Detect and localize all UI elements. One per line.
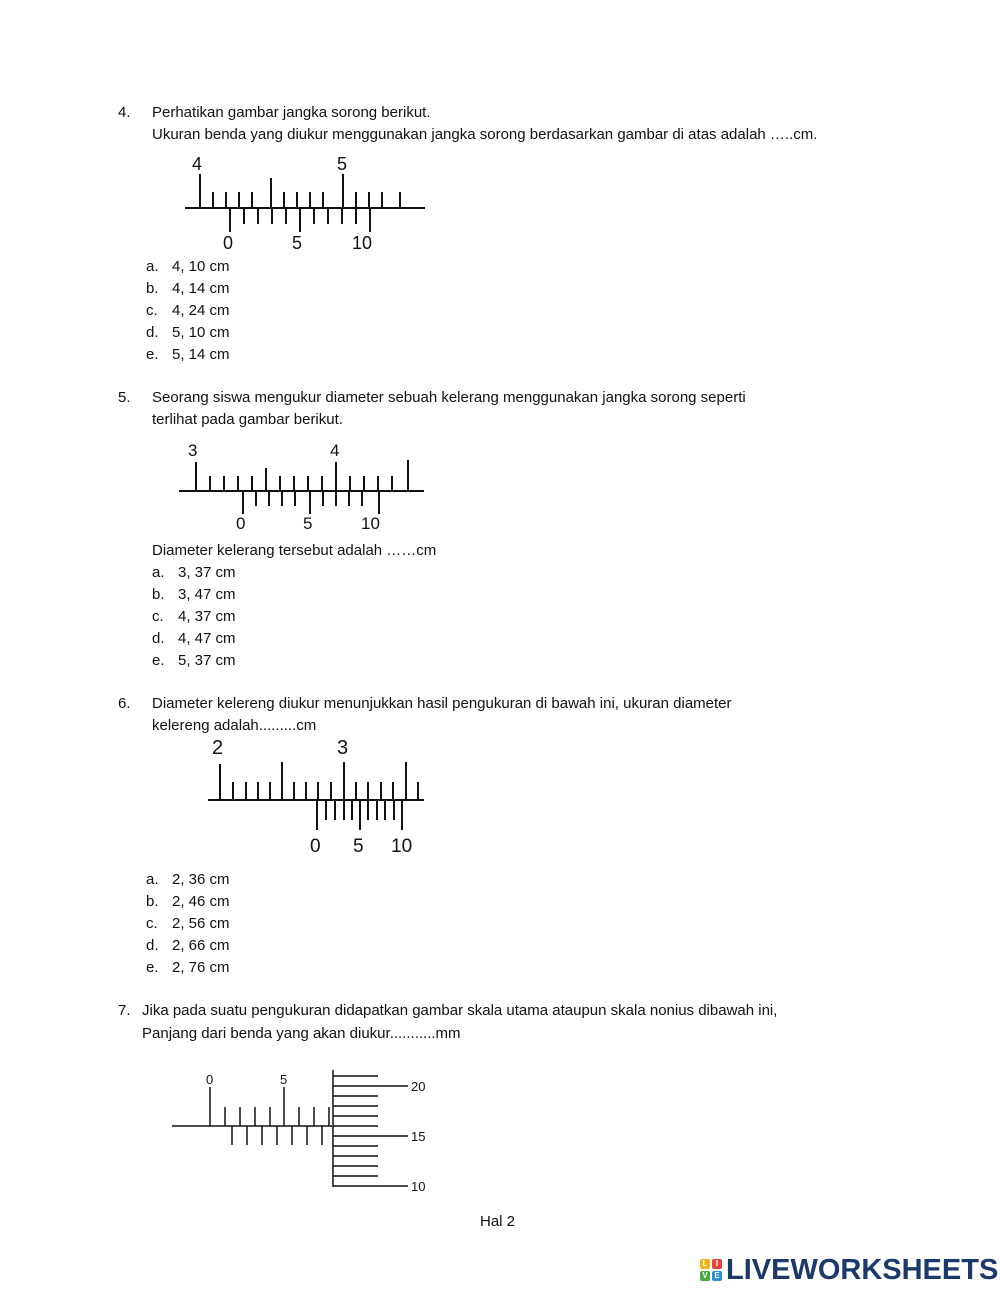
- liveworksheets-logo[interactable]: [700, 1254, 998, 1286]
- q4-option-c[interactable]: c. 4, 24 cm: [146, 302, 230, 319]
- q4-vernier-figure: [180, 150, 430, 255]
- q6-option-c[interactable]: c. 2, 56 cm: [146, 915, 230, 932]
- q4-option-a[interactable]: a. 4, 10 cm: [146, 258, 230, 275]
- q5-line2: terlihat pada gambar berikut.: [152, 411, 343, 428]
- q7-sleeve-label-5: 5: [280, 1072, 288, 1087]
- logo-mark-l: L: [700, 1259, 710, 1269]
- q7-number: 7.: [118, 1002, 131, 1019]
- q4-vernier-label-5: 5: [292, 233, 303, 253]
- q5-option-b[interactable]: b. 3, 47 cm: [152, 586, 236, 603]
- q5-vernier-figure: [176, 438, 431, 533]
- q5-question: Diameter kelerang tersebut adalah ……cm: [152, 542, 437, 559]
- q7-thimble-label-15: 15: [411, 1129, 426, 1144]
- q4-line2: Ukuran benda yang diukur menggunakan jangka sorong berdasarkan gambar di atas adalah …..cm.: [152, 126, 818, 143]
- page-number: Hal 2: [480, 1213, 516, 1230]
- logo-wordmark: LIVEWORKSHEETS: [726, 1253, 999, 1286]
- q5-option-e[interactable]: e. 5, 37 cm: [152, 652, 236, 669]
- q6-number: 6.: [118, 695, 131, 712]
- q5-option-d[interactable]: d. 4, 47 cm: [152, 630, 236, 647]
- q4-vernier-label-10: 10: [352, 233, 373, 253]
- q6-main-label-left: 2: [212, 737, 224, 759]
- q6-line1: Diameter kelereng diukur menunjukkan hasil pengukuran di bawah ini, ukuran diameter: [152, 695, 732, 712]
- q4-option-e[interactable]: e. 5, 14 cm: [146, 346, 230, 363]
- q6-option-b[interactable]: b. 2, 46 cm: [146, 893, 230, 910]
- q6-vernier-label-10: 10: [391, 836, 413, 857]
- q6-option-a[interactable]: a. 2, 36 cm: [146, 871, 230, 888]
- q7-line1: Jika pada suatu pengukuran didapatkan gambar skala utama ataupun skala nonius dibawah ini,: [142, 1002, 778, 1019]
- q6-vernier-label-0: 0: [310, 836, 321, 857]
- q5-number: 5.: [118, 389, 131, 406]
- q5-main-label-left: 3: [188, 441, 198, 460]
- q6-line2: kelereng adalah.........cm: [152, 717, 317, 734]
- q5-option-a[interactable]: a. 3, 37 cm: [152, 564, 236, 581]
- logo-mark-i: I: [712, 1259, 722, 1269]
- q5-main-label-right: 4: [330, 441, 340, 460]
- q7-sleeve-label-0: 0: [206, 1072, 214, 1087]
- q7-line2: Panjang dari benda yang akan diukur...........mm: [142, 1025, 461, 1042]
- q5-vernier-label-5: 5: [303, 514, 313, 533]
- q7-thimble-label-10: 10: [411, 1179, 426, 1194]
- q6-option-e[interactable]: e. 2, 76 cm: [146, 959, 230, 976]
- logo-mark-e: E: [712, 1271, 722, 1281]
- q4-option-b[interactable]: b. 4, 14 cm: [146, 280, 230, 297]
- q5-vernier-label-10: 10: [361, 514, 380, 533]
- q7-thimble-label-20: 20: [411, 1079, 426, 1094]
- q4-option-d[interactable]: d. 5, 10 cm: [146, 324, 230, 341]
- q6-main-label-right: 3: [337, 737, 349, 759]
- q4-line1: Perhatikan gambar jangka sorong berikut.: [152, 104, 431, 121]
- q6-vernier-label-5: 5: [353, 836, 364, 857]
- q4-vernier-label-0: 0: [223, 233, 234, 253]
- q5-line1: Seorang siswa mengukur diameter sebuah kelerang menggunakan jangka sorong seperti: [152, 389, 746, 406]
- q5-vernier-label-0: 0: [236, 514, 246, 533]
- q4-main-label-left: 4: [192, 154, 203, 174]
- q6-option-d[interactable]: d. 2, 66 cm: [146, 937, 230, 954]
- logo-mark-icon: [700, 1259, 722, 1281]
- logo-mark-v: V: [700, 1271, 710, 1281]
- q5-option-c[interactable]: c. 4, 37 cm: [152, 608, 236, 625]
- q4-number: 4.: [118, 104, 131, 121]
- q4-main-label-right: 5: [337, 154, 348, 174]
- q7-micrometer-figure: [170, 1065, 455, 1200]
- q6-vernier-figure: [200, 734, 430, 859]
